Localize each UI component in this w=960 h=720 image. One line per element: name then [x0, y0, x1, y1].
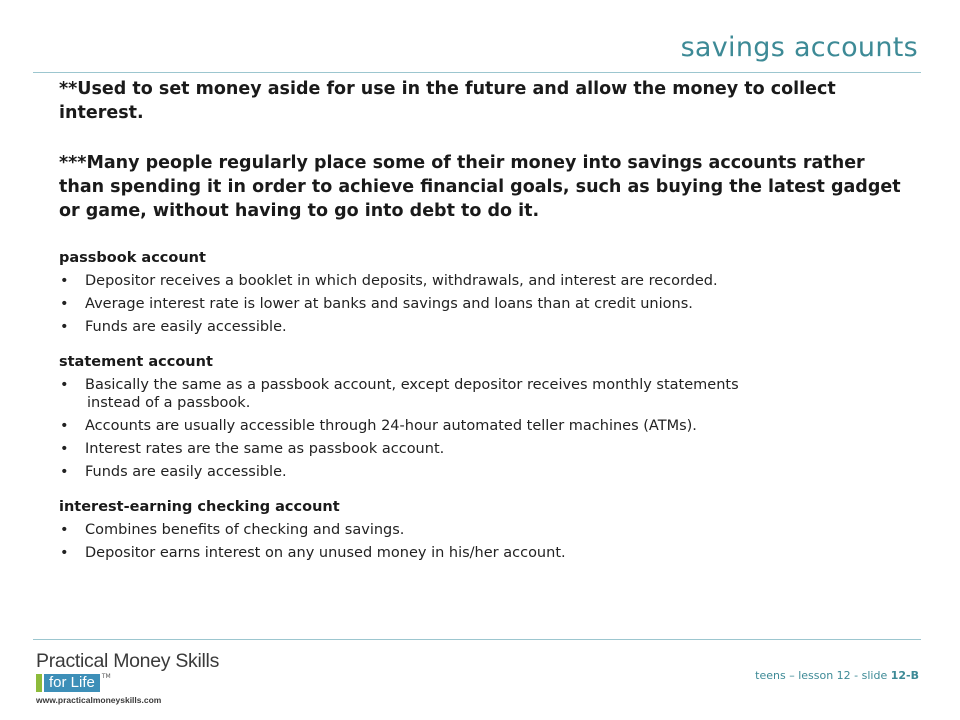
logo-trademark: TM: [101, 673, 111, 680]
bullet-icon: •: [60, 296, 69, 312]
logo-url: www.practicalmoneyskills.com: [36, 695, 162, 705]
slide-title: savings accounts: [680, 32, 918, 63]
list-item: [59, 295, 909, 313]
bullet-icon: •: [60, 545, 69, 561]
logo-row: [36, 673, 206, 693]
bullet-icon: •: [60, 319, 69, 335]
logo-text-line1: Practical Money Skills: [36, 650, 220, 672]
list-item-text: Combines benefits of checking and savings.: [85, 522, 405, 538]
list-item-text: Depositor earns interest on any unused money in his/her account.: [85, 545, 566, 561]
list-item: [59, 376, 909, 412]
list-item-text: Depositor receives a booklet in which deposits, withdrawals, and interest are recorded.: [85, 273, 718, 289]
list-item: [59, 544, 909, 562]
section-heading: passbook account: [59, 250, 206, 266]
bullet-list: [59, 272, 909, 336]
list-item-text: Average interest rate is lower at banks and savings and loans than at credit unions.: [85, 296, 693, 312]
intro-paragraph-2: ***Many people regularly place some of their money into savings accounts rather than spending it in order to achieve financial goals, such as buying the latest gadget or game, without having to go into debt to do it.: [59, 153, 901, 221]
bullet-icon: •: [60, 273, 69, 289]
list-item-text: Interest rates are the same as passbook account.: [85, 441, 445, 457]
section-statement-account: [59, 348, 909, 481]
bullet-icon: •: [60, 377, 69, 393]
bullet-list: [59, 521, 909, 562]
list-item: [59, 521, 909, 539]
section-passbook-account: [59, 244, 909, 336]
list-item-text: Basically the same as a passbook account, except depositor receives monthly statements: [85, 377, 739, 393]
slide-reference: [755, 669, 919, 682]
list-item: [59, 440, 909, 458]
section-interest-earning-checking: [59, 493, 909, 562]
list-item-continuation: instead of a passbook.: [87, 395, 251, 411]
title-divider: [33, 72, 921, 73]
practical-money-skills-logo: [36, 650, 220, 705]
section-heading: interest-earning checking account: [59, 499, 340, 515]
list-item-text: Accounts are usually accessible through 24-hour automated teller machines (ATMs).: [85, 418, 697, 434]
list-item-text: Funds are easily accessible.: [85, 464, 287, 480]
intro-paragraph-1: **Used to set money aside for use in the future and allow the money to collect interest.: [59, 79, 836, 123]
bullet-list: [59, 376, 909, 481]
list-item: [59, 417, 909, 435]
list-item: [59, 318, 909, 336]
footer-divider: [33, 639, 921, 640]
section-heading: statement account: [59, 354, 213, 370]
slide-ref-number: 12-B: [890, 669, 919, 682]
bullet-icon: •: [60, 464, 69, 480]
logo-text-line2: for Life: [44, 674, 100, 692]
slide-content: [59, 77, 909, 567]
bullet-icon: •: [60, 418, 69, 434]
list-item: [59, 272, 909, 290]
bullet-icon: •: [60, 522, 69, 538]
logo-accent-bar: [36, 674, 42, 692]
bullet-icon: •: [60, 441, 69, 457]
slide-ref-prefix: teens – lesson 12 - slide: [755, 669, 891, 682]
list-item: [59, 463, 909, 481]
list-item-text: Funds are easily accessible.: [85, 319, 287, 335]
